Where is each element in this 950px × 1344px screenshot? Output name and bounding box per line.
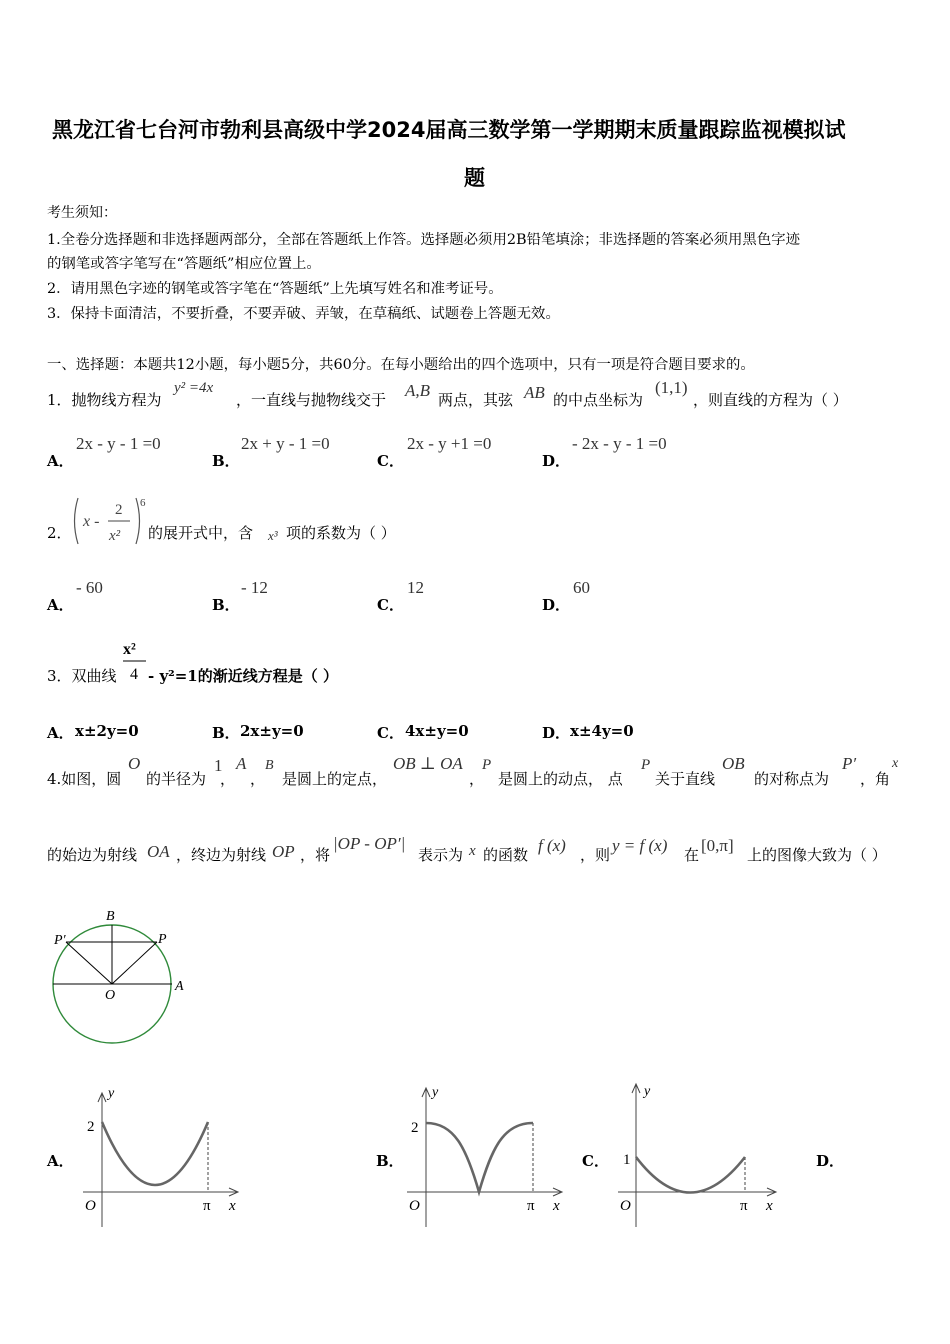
q2-text: 项的系数为（ ） (286, 524, 396, 542)
q4-math: O (128, 754, 141, 773)
q4-math: OA (147, 842, 170, 861)
q4-text: 在 (684, 846, 700, 864)
q3-option-d-label[interactable]: D． (542, 724, 571, 742)
axis-label-y: y (432, 1085, 439, 1100)
q3-option-a[interactable]: x±2y=0 (75, 722, 139, 740)
axis-label-x: x (766, 1198, 773, 1214)
q3-frac-num: x² (123, 641, 136, 658)
fig-label-b: B (106, 909, 115, 924)
q3-option-a-label[interactable]: A． (47, 724, 74, 742)
q4-option-a-label[interactable]: A． (47, 1152, 74, 1170)
q1-option-a[interactable]: 2x - y - 1 =0 (76, 434, 161, 453)
q1-text: 的中点坐标为 (553, 391, 644, 409)
q4-option-c-graph[interactable] (616, 1078, 786, 1228)
q3-option-d[interactable]: x±4y=0 (570, 722, 634, 740)
y-mark: 1 (623, 1152, 631, 1168)
q2-option-b-label[interactable]: B． (212, 596, 240, 614)
q2-option-b[interactable]: - 12 (241, 578, 268, 597)
q4-text: 关于直线 (655, 770, 716, 788)
q4-math: OP (272, 842, 295, 861)
q1-text: 两点，其弦 (438, 391, 514, 409)
q4-text: ，将 (300, 846, 331, 864)
q1-option-d-label[interactable]: D． (542, 452, 571, 470)
axis-label-y: y (644, 1084, 651, 1099)
q2-term: x³ (268, 528, 278, 543)
q1-chord: AB (524, 383, 545, 402)
q2-option-d[interactable]: 60 (573, 578, 590, 597)
q1-option-a-label[interactable]: A． (47, 452, 74, 470)
fig-label-p-prime: P′ (54, 933, 66, 948)
q4-text: ，角 (860, 770, 891, 788)
q4-text: 的始边为射线 (47, 846, 138, 864)
q4-math: f (x) (538, 836, 566, 855)
notice-heading: 考生须知： (47, 205, 117, 221)
q1-points: A,B (405, 381, 431, 400)
q2-option-a[interactable]: - 60 (76, 578, 103, 597)
q4-text: 是圆上的定点， (282, 770, 388, 788)
q4-text: 的函数 (483, 846, 529, 864)
notice-item-1: 1.全卷分选择题和非选择题两部分，全部在答题纸上作答。选择题必须用2B铅笔填涂；非选择题的答案必须用黑色字迹 (47, 232, 800, 248)
q4-math: OB ⊥ OA (393, 754, 463, 773)
page-title: 黑龙江省七台河市勃利县高级中学2024届高三数学第一学期期末质量跟踪监视模拟试 (52, 118, 846, 142)
notice-item-1-cont: 的钢笔或答字笔写在“答题纸”相应位置上。 (47, 256, 321, 272)
q2-option-c[interactable]: 12 (407, 578, 424, 597)
axis-label-y: y (108, 1086, 115, 1101)
fig-label-o: O (105, 988, 116, 1003)
q4-text: ， (220, 770, 236, 788)
fig-label-a: A (175, 979, 184, 994)
q4-option-b-label[interactable]: B． (376, 1152, 404, 1170)
axis-label-x: x (229, 1198, 236, 1214)
q4-math: A (236, 754, 247, 773)
axis-pi: π (203, 1198, 211, 1214)
notice-item-3: 3．保持卡面清洁，不要折叠，不要弄破、弄皱，在草稿纸、试题卷上答题无效。 (47, 306, 560, 322)
q2-option-d-label[interactable]: D． (542, 596, 571, 614)
q2-exponent: 6 (140, 497, 146, 509)
q3-option-b-label[interactable]: B． (212, 724, 240, 742)
q3-fraction (120, 632, 150, 686)
q1-option-d[interactable]: - 2x - y - 1 =0 (572, 434, 667, 453)
q2-text: 的展开式中，含 (148, 524, 254, 542)
section-heading: 一、选择题：本题共12小题，每小题5分，共60分。在每小题给出的四个选项中，只有一项是符合题目要求的。 (47, 357, 755, 373)
q4-math: B (265, 758, 274, 773)
q1-parabola: y² =4x (174, 380, 214, 396)
q4-math: P (641, 757, 651, 773)
q4-text: 4.如图，圆 (47, 770, 122, 788)
page-title-cont: 题 (464, 166, 485, 190)
q4-circle-figure (45, 900, 205, 1048)
q4-text: 表示为 (418, 846, 464, 864)
q3-option-b[interactable]: 2x±y=0 (240, 722, 304, 740)
q4-text: ，终边为射线 (176, 846, 267, 864)
q1-text: ，则直线的方程为（ ） (693, 391, 848, 409)
q4-math: y = f (x) (612, 836, 668, 855)
q1-option-b[interactable]: 2x + y - 1 =0 (241, 434, 330, 453)
q2-binomial-expression (70, 494, 148, 550)
q2-option-a-label[interactable]: A． (47, 596, 74, 614)
q1-midpoint: (1,1) (655, 378, 688, 397)
q4-math: x (892, 756, 899, 771)
q4-text: ， (250, 770, 266, 788)
q1-text: ，一直线与抛物线交于 (236, 391, 387, 409)
q4-math: OB (722, 754, 745, 773)
q4-math: [0,π] (701, 836, 734, 855)
q4-math: x (469, 843, 476, 859)
q3-option-c-label[interactable]: C． (377, 724, 404, 742)
q4-text: ， (469, 770, 485, 788)
q3-option-c[interactable]: 4x±y=0 (405, 722, 469, 740)
y-mark: 2 (87, 1119, 95, 1135)
y-mark: 2 (411, 1120, 419, 1136)
axis-origin: O (620, 1198, 631, 1214)
axis-origin: O (85, 1198, 96, 1214)
q1-text: 1．抛物线方程为 (47, 391, 162, 409)
q4-math: P (482, 757, 492, 773)
q2-number: 2． (47, 524, 72, 542)
q4-option-b-graph[interactable] (404, 1082, 574, 1228)
q4-text: ，则 (580, 846, 611, 864)
axis-label-x: x (553, 1198, 560, 1214)
notice-item-2: 2．请用黑色字迹的钢笔或答字笔在“答题纸”上先填写姓名和准考证号。 (47, 281, 503, 297)
q4-option-d-label[interactable]: D． (816, 1152, 845, 1170)
q4-text: 的对称点为 (754, 770, 830, 788)
q4-text: 是圆上的动点， 点 (498, 770, 623, 788)
axis-origin: O (409, 1198, 420, 1214)
q1-option-c[interactable]: 2x - y +1 =0 (407, 434, 492, 453)
q3-text: 3．双曲线 (47, 667, 117, 685)
q3-frac-den: 4 (130, 666, 138, 683)
q4-option-c-label[interactable]: C． (582, 1152, 609, 1170)
fig-label-p: P (158, 932, 167, 947)
q1-option-c-label[interactable]: C． (377, 452, 404, 470)
q4-option-a-graph[interactable] (80, 1082, 250, 1228)
q1-option-b-label[interactable]: B． (212, 452, 240, 470)
q2-x-minus: x - (83, 513, 100, 530)
q4-text: 上的图像大致为（ ） (747, 846, 887, 864)
q4-math: 1 (214, 756, 223, 775)
q2-frac-den: x² (109, 528, 121, 544)
q4-math: P′ (842, 754, 857, 773)
q4-text: 的半径为 (146, 770, 207, 788)
axis-pi: π (740, 1198, 748, 1214)
q3-text: - y²=1的渐近线方程是（ ） (148, 667, 338, 685)
q2-option-c-label[interactable]: C． (377, 596, 404, 614)
axis-pi: π (527, 1198, 535, 1214)
q2-frac-num: 2 (115, 502, 123, 518)
q4-math: |OP - OP′| (333, 834, 406, 853)
